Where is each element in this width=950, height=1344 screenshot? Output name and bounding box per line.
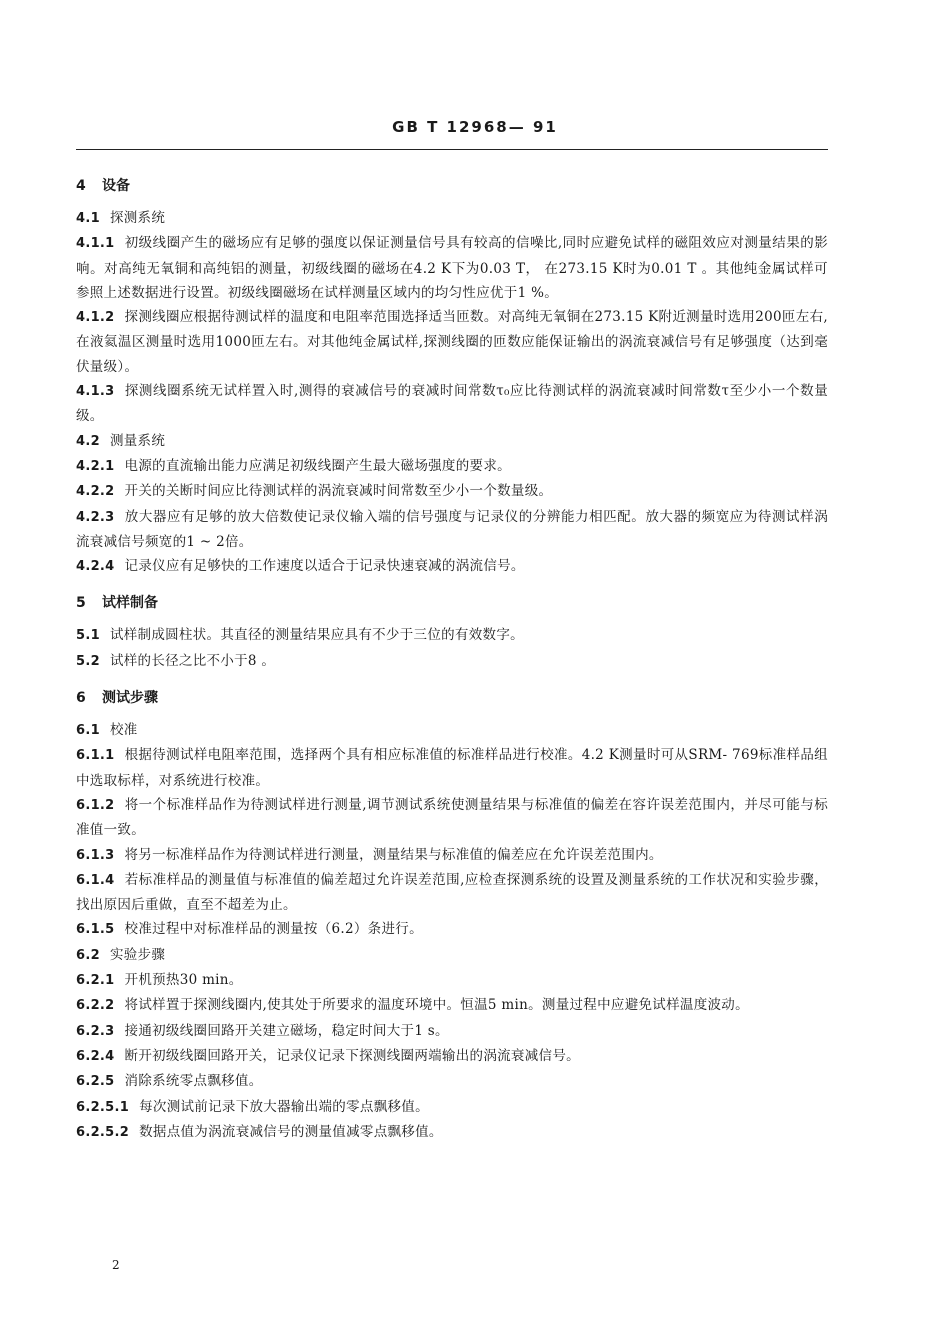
clause-text: 探测线圈系统无试样置入时,测得的衰减信号的衰减时间常数τ₀应比待测试样的涡流衰减时间常数τ至少小一个数量级。 <box>76 383 828 425</box>
clause-6-1-4 <box>76 868 828 918</box>
clause-number: 6.1 <box>76 723 100 739</box>
page-number: 2 <box>112 1258 120 1272</box>
clause-number: 6.1.4 <box>76 872 115 888</box>
clause-number: 6.2.1 <box>76 973 115 989</box>
clause-6-1-3 <box>76 843 828 868</box>
clause-text: 数据点值为涡流衰减信号的测量值减零点飘移值。 <box>139 1123 443 1140</box>
clause-text: 试样的长径之比不小于8 。 <box>109 652 276 669</box>
section-number: 4 <box>76 178 86 194</box>
clause-4-1-1 <box>76 231 828 305</box>
clause-text: 开关的关断时间应比待测试样的涡流衰减时间常数至少小一个数量级。 <box>124 483 553 500</box>
clause-text: 根据待测试样电阻率范围，选择两个具有相应标准值的标准样品进行校准。4.2 K测量时可从SRM- 769标准样品组中选取标样，对系统进行校准。 <box>76 747 828 789</box>
clause-text: 探测系统 <box>109 210 166 226</box>
clause-6-1-5 <box>76 917 828 942</box>
clause-6-2-5-1 <box>76 1095 828 1120</box>
clause-6-2-1 <box>76 968 828 993</box>
clause-text: 开机预热30 min。 <box>124 972 243 989</box>
clause-number: 4.2.2 <box>76 484 115 500</box>
clause-number: 5.2 <box>76 653 100 669</box>
clause-4-2-4 <box>76 554 828 579</box>
clause-text: 接通初级线圈回路开关建立磁场，稳定时间大于1 s。 <box>124 1022 449 1039</box>
clause-number: 6.2.3 <box>76 1023 115 1039</box>
clause-6-1-2 <box>76 793 828 843</box>
clause-4-1-2 <box>76 305 828 379</box>
clause-6-1 <box>76 718 828 743</box>
clause-number: 4.1.1 <box>76 236 115 252</box>
clause-text: 初级线圈产生的磁场应有足够的强度以保证测量信号具有较高的信噪比,同时应避免试样的磁阻效应对测量结果的影响。对高纯无氧铜和高纯铝的测量，初级线圈的磁场在4.2 K下为0.03 T， 在273.15 K时为0.01 T 。其他纯金属试样可参照上述数据进行设置。初级线圈磁场在试样测量区域内的均匀性应优于1 %。 <box>76 235 828 301</box>
section-4-heading <box>76 174 828 198</box>
clause-number: 6.2.5.2 <box>76 1124 130 1140</box>
clause-6-2-2 <box>76 993 828 1018</box>
clause-number: 4.2.4 <box>76 559 115 575</box>
clause-number: 4.2.3 <box>76 509 115 525</box>
clause-text: 测量系统 <box>109 432 166 449</box>
section-6-heading <box>76 686 828 710</box>
clause-number: 6.2 <box>76 947 100 963</box>
clause-4-1-3 <box>76 379 828 429</box>
clause-number: 4.2 <box>76 433 100 449</box>
section-5-heading <box>76 591 828 615</box>
section-number: 5 <box>76 595 86 612</box>
clause-text: 探测线圈应根据待测试样的温度和电阻率范围选择适当匝数。对高纯无氧铜在273.15 K附近测量时选用200匝左右,在液氦温区测量时选用1000匝左右。对其他纯金属试样,探测线圈的匝数应能保证输出的涡流衰减信号有足够强度（达到毫伏量级）。 <box>76 309 828 375</box>
clause-text: 校准 <box>109 722 138 739</box>
clause-4-2 <box>76 429 828 454</box>
clause-text: 断开初级线圈回路开关，记录仪记录下探测线圈两端输出的涡流衰减信号。 <box>124 1047 580 1064</box>
clause-text: 校准过程中对标准样品的测量按（6.2）条进行。 <box>124 921 423 938</box>
clause-number: 6.1.2 <box>76 797 115 813</box>
clause-number: 4.1.3 <box>76 384 115 400</box>
clause-number: 6.1.5 <box>76 922 115 938</box>
section-title: 测试步骤 <box>102 690 158 707</box>
clause-4-2-2 <box>76 479 828 504</box>
document-body <box>76 174 828 1145</box>
clause-text: 放大器应有足够的放大倍数使记录仪输入端的信号强度与记录仪的分辨能力相匹配。放大器的频宽应为待测试样涡流衰减信号频宽的1 ~ 2倍。 <box>76 508 828 550</box>
clause-number: 6.2.2 <box>76 998 115 1014</box>
clause-number: 6.2.5.1 <box>76 1099 130 1115</box>
clause-6-2-3 <box>76 1019 828 1044</box>
clause-text: 将试样置于探测线圈内,使其处于所要求的温度环境中。恒温5 min。测量过程中应避免试样温度波动。 <box>124 997 749 1014</box>
standard-code-header: GB T 12968— 91 <box>392 118 558 136</box>
clause-text: 实验步骤 <box>109 946 166 963</box>
clause-number: 4.1.2 <box>76 310 115 326</box>
clause-number: 6.2.4 <box>76 1048 115 1064</box>
clause-number: 4.1 <box>76 211 100 226</box>
clause-text: 消除系统零点飘移值。 <box>124 1073 263 1090</box>
clause-6-2-5 <box>76 1069 828 1094</box>
clause-text: 若标准样品的测量值与标准值的偏差超过允许误差范围,应检查探测系统的设置及测量系统的工作状况和实验步骤，找出原因后重做，直至不超差为止。 <box>76 871 828 914</box>
clause-text: 试样制成圆柱状。其直径的测量结果应具有不少于三位的有效数字。 <box>109 627 524 644</box>
clause-4-2-3 <box>76 505 828 555</box>
clause-number: 6.2.5 <box>76 1074 115 1090</box>
clause-text: 记录仪应有足够快的工作速度以适合于记录快速衰减的涡流信号。 <box>124 558 525 575</box>
clause-text: 每次测试前记录下放大器输出端的零点飘移值。 <box>139 1098 429 1115</box>
header-divider <box>76 149 828 150</box>
clause-6-2-4 <box>76 1044 828 1069</box>
section-title: 设备 <box>102 178 130 194</box>
section-number: 6 <box>76 690 86 707</box>
clause-number: 4.2.1 <box>76 458 115 474</box>
clause-number: 6.1.3 <box>76 847 115 863</box>
clause-text: 电源的直流输出能力应满足初级线圈产生最大磁场强度的要求。 <box>124 457 511 474</box>
clause-number: 5.1 <box>76 628 100 644</box>
clause-6-2 <box>76 943 828 968</box>
clause-number: 6.1.1 <box>76 748 115 764</box>
section-title: 试样制备 <box>102 595 158 612</box>
clause-5-2 <box>76 649 828 674</box>
clause-6-1-1 <box>76 743 828 793</box>
clause-text: 将一个标准样品作为待测试样进行测量,调节测试系统使测量结果与标准值的偏差在容许误差范围内，并尽可能与标准值一致。 <box>76 796 828 839</box>
clause-5-1 <box>76 623 828 648</box>
clause-6-2-5-2 <box>76 1120 828 1145</box>
clause-4-2-1 <box>76 454 828 479</box>
clause-text: 将另一标准样品作为待测试样进行测量，测量结果与标准值的偏差应在允许误差范围内。 <box>124 846 663 863</box>
clause-4-1 <box>76 206 828 231</box>
